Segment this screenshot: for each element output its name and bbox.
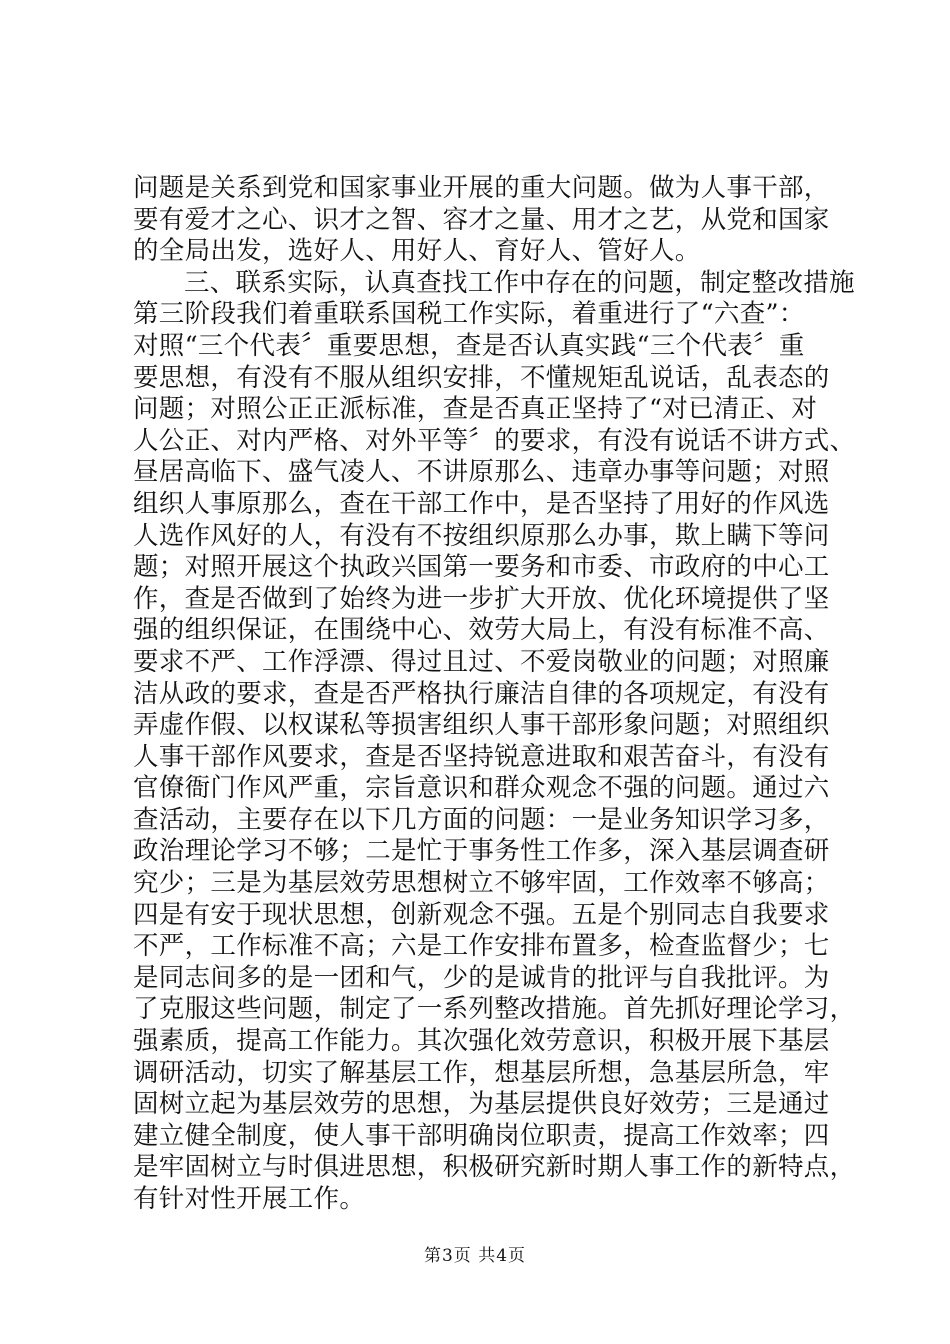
text-line: 要有爱才之心、识才之智、容才之量、用才之艺，从党和国家 (133, 204, 830, 235)
text-line: 是同志间多的是一团和气，少的是诚肯的批评与自我批评。为 (133, 962, 830, 993)
text-line: 弄虚作假、以权谋私等损害组织人事干部形象问题；对照组织 (133, 710, 830, 741)
text-line: 问题是关系到党和国家事业开展的重大问题。做为人事干部， (133, 173, 830, 203)
page-number-footer: 第3页 共4页 (423, 1246, 527, 1266)
text-line: 人选作风好的人，有没有不按组织原那么办事，欺上瞒下等问 (133, 520, 830, 551)
text-line: 不严，工作标准不高；六是工作安排布置多，检查监督少；七 (133, 931, 830, 962)
text-line: 要思想，有没有不服从组织安排，不懂规矩乱说话，乱表态的 (133, 362, 830, 393)
document-body (133, 173, 856, 1216)
text-line: 第三阶段我们着重联系国税工作实际，着重进行了“六查”： (133, 299, 805, 330)
text-line: 固树立起为基层效劳的思想，为基层提供良好效劳；三是通过 (133, 1089, 830, 1120)
text-line: 查活动，主要存在以下几方面的问题：一是业务知识学习多， (133, 804, 830, 835)
text-line: 题；对照开展这个执政兴国第一要务和市委、市政府的中心工 (133, 552, 830, 583)
text-line: 究少；三是为基层效劳思想树立不够牢固，工作效率不够高； (133, 868, 830, 899)
text-line: 的全局出发，选好人、用好人、育好人、管好人。 (133, 236, 701, 267)
text-line: 组织人事原那么，查在干部工作中，是否坚持了用好的作风选 (133, 488, 830, 519)
text-line: 洁从政的要求，查是否严格执行廉洁自律的各项规定，有没有 (133, 678, 830, 709)
text-line: 政治理论学习不够；二是忙于事务性工作多，深入基层调查研 (133, 836, 830, 867)
text-line: 人事干部作风要求，查是否坚持锐意进取和艰苦奋斗，有没有 (133, 741, 830, 772)
text-line: 强的组织保证，在围绕中心、效劳大局上，有没有标准不高、 (133, 615, 830, 646)
text-line: 建立健全制度，使人事干部明确岗位职责，提高工作效率；四 (133, 1120, 830, 1151)
text-line: 调研活动，切实了解基层工作，想基层所想，急基层所急，牢 (133, 1057, 830, 1088)
text-line: 昼居高临下、盛气凌人、不讲原那么、违章办事等问题；对照 (133, 457, 830, 488)
text-line: 作，查是否做到了始终为进一步扩大开放、优化环境提供了坚 (133, 583, 830, 614)
text-line: 问题；对照公正正派标准，查是否真正坚持了“对已清正、对 (133, 394, 818, 425)
text-line: 四是有安于现状思想，创新观念不强。五是个别同志自我要求 (133, 899, 830, 930)
text-line: 了克服这些问题，制定了一系列整改措施。首先抓好理论学习， (133, 994, 856, 1025)
text-line: 要求不严、工作浮漂、得过且过、不爱岗敬业的问题；对照廉 (133, 646, 830, 677)
text-line: 人公正、对内严格、对外平等〞的要求，有没有说话不讲方式、 (133, 425, 856, 456)
text-line: 是牢固树立与时俱进思想，积极研究新时期人事工作的新特点， (133, 1152, 856, 1183)
text-line: 有针对性开展工作。 (133, 1184, 366, 1214)
text-line: 对照“三个代表〞重要思想，查是否认真实践“三个代表〞重 (133, 330, 805, 361)
text-line: 官僚衙门作风严重，宗旨意识和群众观念不强的问题。通过六 (133, 773, 830, 804)
text-line: 强素质，提高工作能力。其次强化效劳意识，积极开展下基层 (133, 1026, 830, 1057)
section-heading-line: 三、联系实际，认真查找工作中存在的问题，制定整改措施 (184, 267, 855, 298)
